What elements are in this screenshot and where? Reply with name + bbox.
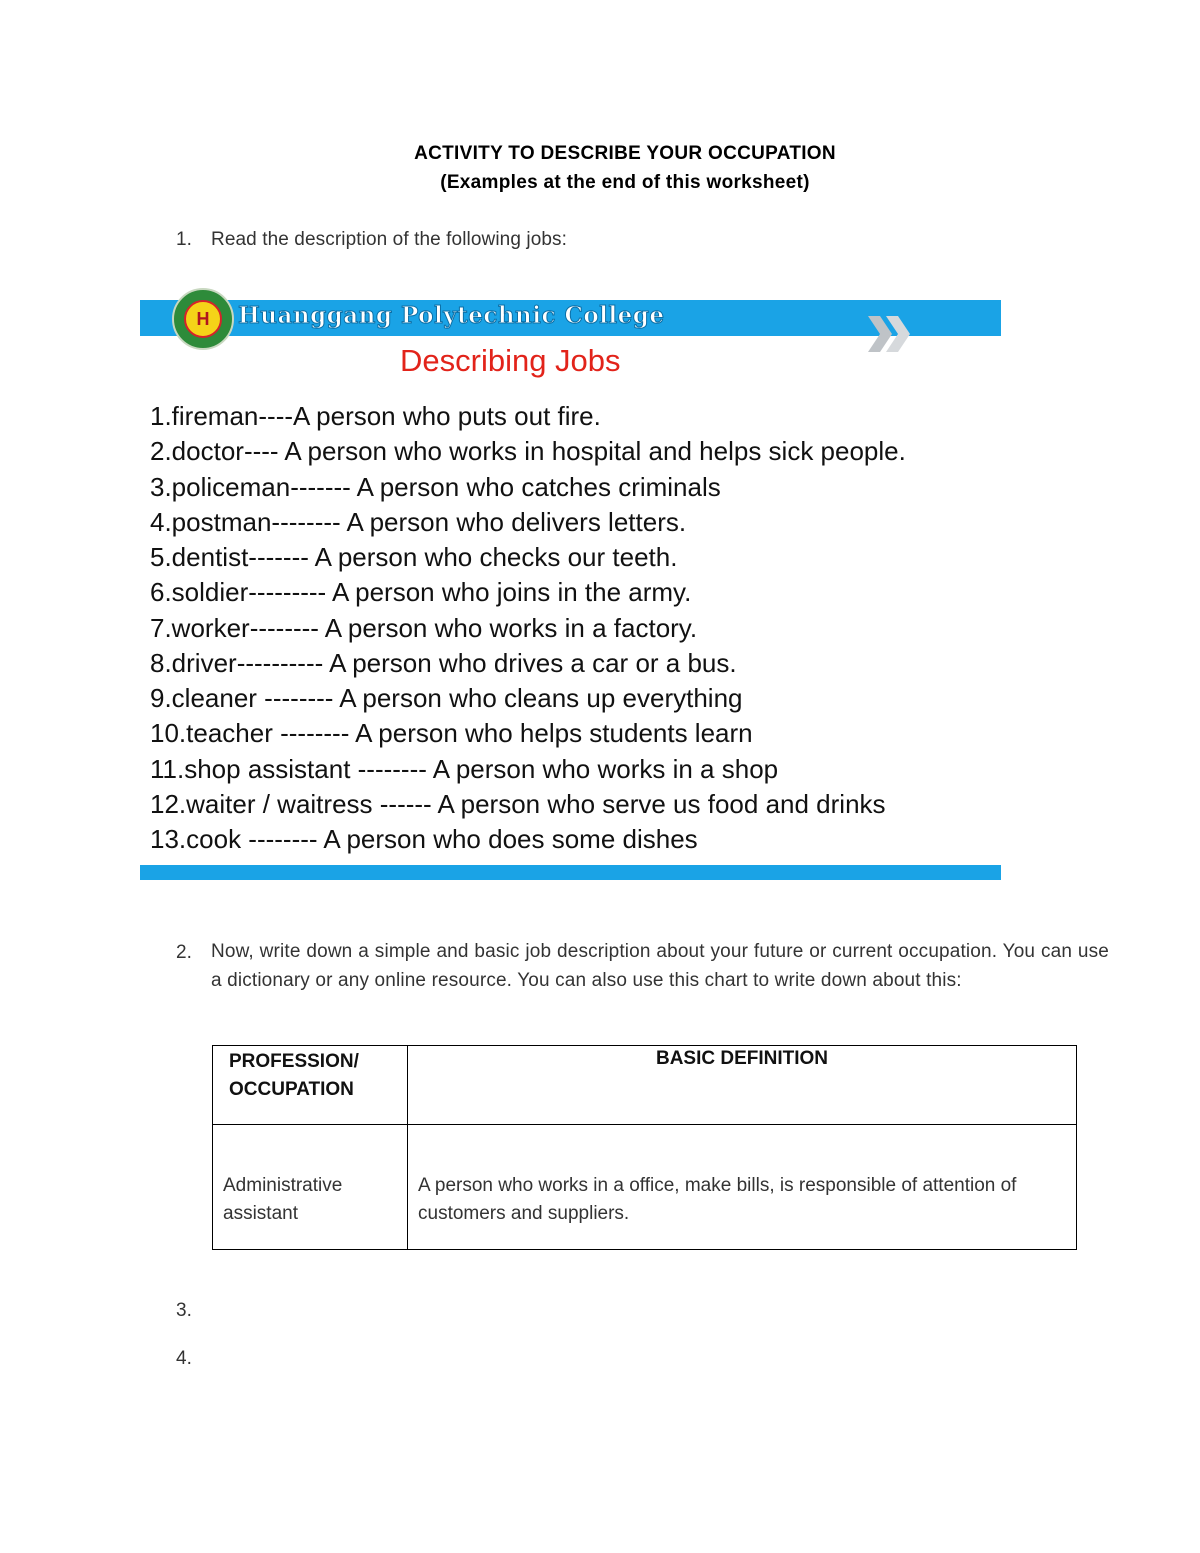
page-subtitle: (Examples at the end of this worksheet) — [440, 172, 810, 193]
definition-table — [212, 1045, 1077, 1250]
item-1-text: Read the description of the following jobs: — [211, 229, 568, 250]
job-line: 6.soldier--------- A person who joins in the army. — [150, 577, 692, 607]
job-line: 13.cook -------- A person who does some dishes — [150, 824, 698, 854]
item-4-number: 4. — [176, 1348, 192, 1369]
college-name: Huanggang Polytechnic College — [238, 302, 665, 329]
job-line: 10.teacher -------- A person who helps students learn — [150, 718, 753, 748]
header-definition: BASIC DEFINITION — [408, 1046, 1077, 1125]
job-line: 12.waiter / waitress ------ A person who serve us food and drinks — [150, 789, 886, 819]
page-title: ACTIVITY TO DESCRIBE YOUR OCCUPATION — [414, 143, 836, 164]
cell-definition — [408, 1125, 1077, 1250]
job-line: 4.postman-------- A person who delivers letters. — [150, 507, 687, 537]
item-3-number: 3. — [176, 1300, 192, 1321]
header-profession: PROFESSION/ OCCUPATION — [213, 1046, 408, 1125]
cell-profession — [213, 1125, 408, 1250]
item-1-number: 1. — [176, 229, 192, 250]
logo-emblem: H — [184, 300, 222, 338]
describing-jobs-banner — [140, 288, 1002, 883]
table-row — [213, 1125, 1077, 1250]
job-line: 8.driver---------- A person who drives a car or a bus. — [150, 648, 737, 678]
banner-bottom-bar — [140, 865, 1001, 880]
cell-definition-text: A person who works in a office, make bills, is responsible of attention of customers and suppliers. — [418, 1175, 1017, 1224]
college-logo-icon — [172, 288, 234, 350]
item-2-number: 2. — [176, 942, 192, 963]
job-line: 9.cleaner -------- A person who cleans up everything — [150, 683, 743, 713]
cell-profession-text: Administrative assistant — [223, 1175, 343, 1224]
job-line: 5.dentist------- A person who checks our teeth. — [150, 542, 678, 572]
job-line: 1.fireman----A person who puts out fire. — [150, 401, 601, 431]
job-line: 2.doctor---- A person who works in hospital and helps sick people. — [150, 436, 906, 466]
job-line: 11.shop assistant -------- A person who works in a shop — [150, 754, 779, 784]
job-line: 7.worker-------- A person who works in a factory. — [150, 613, 698, 643]
banner-heading: Describing Jobs — [400, 343, 621, 378]
table-header-row — [213, 1046, 1077, 1125]
job-line: 3.policeman------- A person who catches criminals — [150, 472, 721, 502]
item-2-text: Now, write down a simple and basic job description about your future or current occupation. You can use a dictionary or any online resource. You can also use this chart to write down about this: — [211, 941, 1109, 991]
double-chevron-icon — [866, 312, 914, 356]
